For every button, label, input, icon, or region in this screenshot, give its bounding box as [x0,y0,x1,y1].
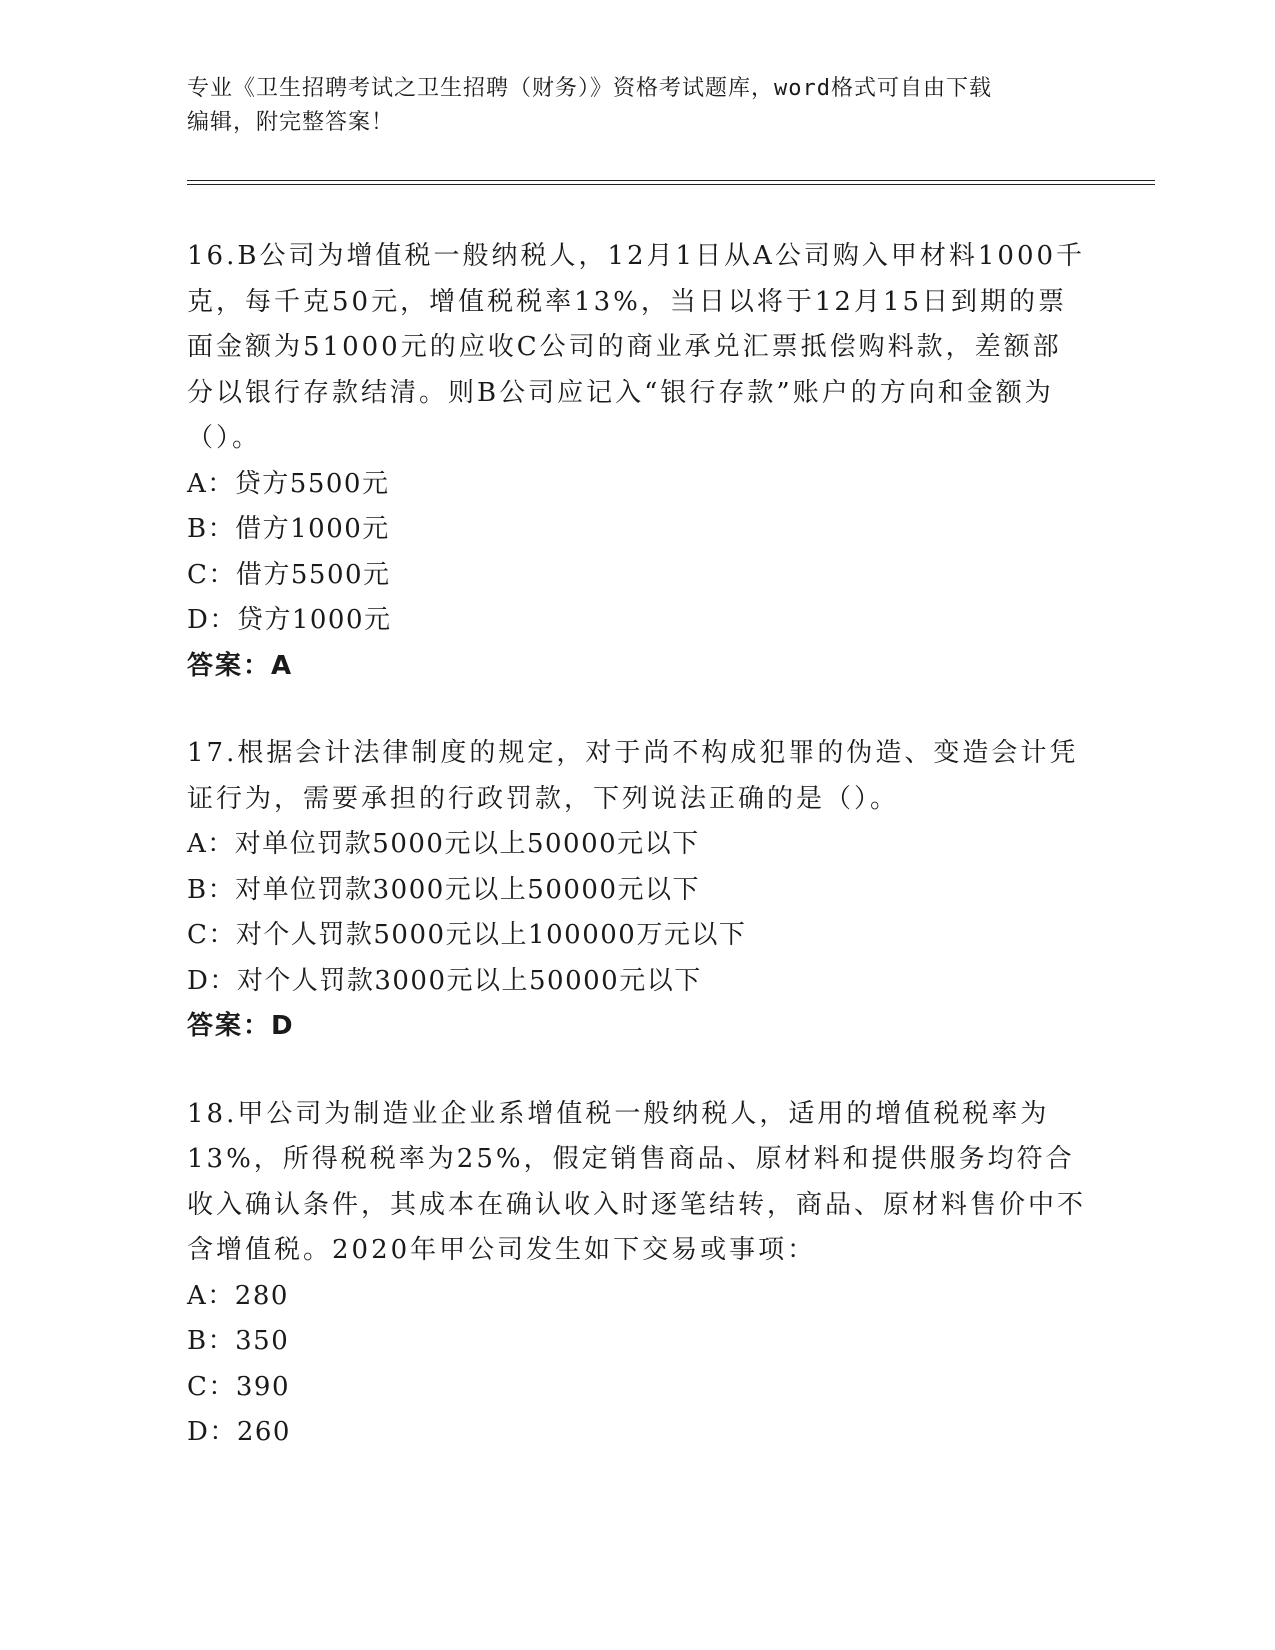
question-list [187,234,1087,1498]
option-c: C：借方5500元 [187,559,391,590]
option-a: A：对单位罚款5000元以上50000元以下 [187,829,700,859]
option-b: B：借方1000元 [187,514,390,544]
option-a: A：280 [187,1280,289,1311]
question-stem: 16.B公司为增值税一般纳税人，12月1日从A公司购入甲材料1000千克，每千克50元，增值税税率13%，当日以将于12月15日到期的票面金额为51000元的应收C公司的商业承兑汇票抵偿购料款，差额部分以银行存款结清。则B公司应记入“银行存款”账户的方向和金额为（）。 [187,241,1086,453]
question-17 [187,731,1087,1050]
header-line-1: 专业《卫生招聘考试之卫生招聘（财务）》资格考试题库，word格式可自由下载 [187,76,992,101]
option-a: A：贷方5500元 [187,468,390,499]
option-d: D：260 [187,1417,291,1447]
document-header [187,72,1087,140]
option-c: C：对个人罚款5000元以上100000万元以下 [187,920,747,950]
option-b: B：对单位罚款3000元以上50000元以下 [187,874,700,905]
option-b: B：350 [187,1326,290,1356]
header-double-rule [187,180,1155,185]
question-stem: 18.甲公司为制造业企业系增值税一般纳税人，适用的增值税税率为13%，所得税税率为25%，假定销售商品、原材料和提供服务均符合收入确认条件，其成本在确认收入时逐笔结转，商品、原材料售价中不含增值税。2020年甲公司发生如下交易或事项： [187,1098,1087,1265]
question-18 [187,1092,1087,1456]
header-line-2: 编辑，附完整答案！ [187,110,395,135]
option-d: D：贷方1000元 [187,605,392,635]
answer-label: 答案：A [187,650,294,681]
question-16 [187,234,1087,689]
question-stem: 17.根据会计法律制度的规定，对于尚不构成犯罪的伪造、变造会计凭证行为，需要承担的行政罚款，下列说法正确的是（）。 [187,738,1079,814]
option-d: D：对个人罚款3000元以上50000元以下 [187,965,702,996]
answer-label: 答案：D [187,1011,295,1041]
option-c: C：390 [187,1371,291,1402]
